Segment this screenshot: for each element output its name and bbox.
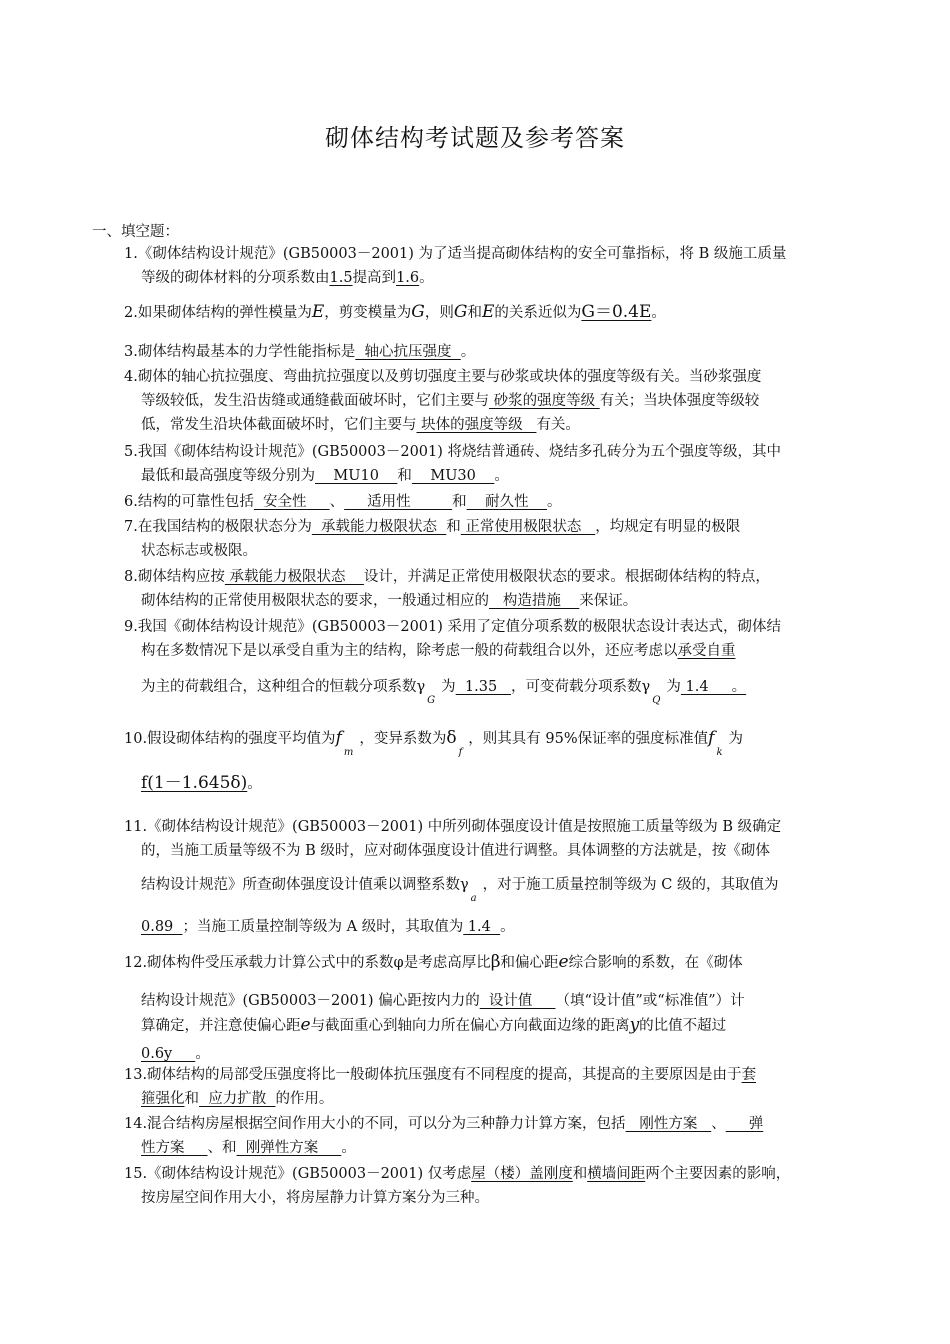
q11-subscript-a: a — [470, 893, 477, 904]
question-12 — [124, 950, 860, 1066]
q2-symbol-g: G — [411, 302, 425, 322]
q9-text: 构在多数情况下是以承受自重为主的结构，除考虑一般的荷载组合以外，还应考虑以 — [141, 643, 678, 659]
q5-text: 。 — [494, 468, 509, 484]
q13-line-2 — [124, 1087, 860, 1111]
q12-line-3 — [124, 1013, 860, 1038]
q6-line — [124, 490, 860, 514]
q7-answer-1: 承载能力极限状态 — [311, 519, 447, 535]
q10-symbol-f: f — [335, 728, 342, 748]
section-heading: 一、填空题： — [92, 224, 179, 240]
q1-line-1: 1.《砌体结构设计规范》(GB50003－2001) 为了适当提高砌体结构的安全可靠指标，将 B 级施工质量 — [124, 246, 787, 262]
q11-answer-2: 1.4 — [463, 919, 501, 935]
q12-text: （填“设计值”或“标准值”）计 — [555, 993, 745, 1009]
q2-symbol-e: E — [311, 302, 325, 322]
q3-text: 3.砌体结构最基本的力学性能指标是 — [124, 344, 356, 360]
q12-answer-2: 0.6y — [141, 1046, 196, 1062]
q12-text: 的比值不超过 — [639, 1018, 727, 1034]
q7-line-1 — [124, 515, 860, 539]
question-6 — [124, 490, 860, 514]
q12-answer-1: 设计值 — [479, 993, 556, 1009]
q10-line-1 — [124, 720, 860, 759]
q13-text: 13.砌体结构的局部受压强度将比一般砌体抗压强度有不同程度的提高，其提高的主要原因是由于 — [124, 1067, 742, 1083]
q10-line-2 — [124, 765, 860, 802]
q3-answer: 轴心抗压强度 — [355, 344, 461, 360]
q6-text: 、 — [329, 494, 345, 510]
q10-text: 。 — [247, 776, 262, 792]
q15-text: 和 — [572, 1166, 588, 1182]
q12-text: 。 — [195, 1046, 210, 1062]
q14-line-2 — [124, 1136, 860, 1160]
q15-line-1 — [124, 1162, 860, 1186]
q15-text: 两个主要因素的影响， — [645, 1166, 791, 1182]
q11-line-1: 11.《砌体结构设计规范》(GB50003－2001) 中所列砌体强度设计值是按照施工质量等级为 B 级确定 — [124, 819, 782, 835]
q4-line-1: 4.砌体的轴心抗拉强度、弯曲抗拉强度以及剪切强度主要与砂浆或块体的强度等级有关。当砂浆强度 — [124, 369, 762, 385]
q14-text: 、 — [711, 1116, 726, 1132]
q2-text: 2.如果砌体结构的弹性模量为 — [124, 305, 312, 321]
q13-answer-1: 箍强化 — [141, 1091, 185, 1107]
q15-text: 15.《砌体结构设计规范》(GB50003－2001) 仅考虑 — [124, 1166, 472, 1182]
q4-answer-2: 块体的强度等级 — [416, 417, 537, 433]
q2-text: 和 — [467, 305, 482, 321]
q11-text: 结构设计规范》所查砌体强度设计值乘以调整系数γ — [141, 877, 469, 893]
q9-text: 为主的荷载组合，这种组合的恒载分项系数γ — [141, 679, 426, 695]
q7-text: 7.在我国结构的极限状态分为 — [124, 519, 312, 535]
q2-text: ，则 — [424, 305, 454, 321]
q4-text: 等级较低，发生沿齿缝或通缝截面破坏时，它们主要与 — [141, 393, 489, 409]
q10-text: ，变异系数为 — [359, 731, 447, 747]
q12-line-1 — [124, 950, 860, 975]
q11-text: 。 — [500, 919, 515, 935]
q1-text: 。 — [419, 270, 434, 286]
q6-text: 6.结构的可靠性包括 — [124, 494, 254, 510]
question-11 — [124, 815, 860, 945]
q12-text: 算确定，并注意使偏心距 — [141, 1018, 301, 1034]
question-7 — [124, 515, 860, 563]
page-title: 砌体结构考试题及参考答案 — [325, 124, 625, 152]
q10-subscript-k: k — [716, 747, 723, 758]
q14-answer-2: 弹 — [725, 1116, 764, 1132]
question-1 — [124, 242, 860, 290]
q4-text: 有关。 — [536, 417, 580, 433]
q15-answer-1: 屋（楼）盖刚度 — [471, 1166, 573, 1182]
q8-line-1 — [124, 565, 860, 589]
q2-line — [124, 300, 860, 325]
q2-text: 的关系近似为 — [494, 305, 582, 321]
q4-line-2 — [124, 389, 860, 413]
q5-answer-2: MU30 — [411, 468, 495, 484]
q8-answer-2: 构造措施 — [489, 593, 580, 609]
q2-symbol-e: E — [481, 302, 495, 322]
question-5 — [124, 440, 860, 488]
q12-symbol-beta: β — [490, 952, 501, 972]
q12-symbol-e: e — [558, 952, 569, 972]
q4-text: 低，常发生沿块体截面破坏时，它们主要与 — [141, 417, 417, 433]
q12-text: 和偏心距 — [500, 955, 559, 971]
q2-symbol-g: G — [453, 302, 468, 322]
q11-line-4 — [124, 909, 860, 945]
q9-answer-2: 1.35 — [455, 679, 512, 695]
question-2 — [124, 300, 860, 325]
q10-symbol-delta: δ — [446, 728, 457, 748]
question-8 — [124, 565, 860, 613]
q10-text: ，则其具有 95%保证率的强度标准值 — [468, 731, 709, 747]
q12-symbol-e: e — [300, 1015, 311, 1035]
question-13 — [124, 1063, 860, 1111]
q12-text: 结构设计规范》(GB50003－2001) 偏心距按内力的 — [141, 993, 480, 1009]
q8-answer-1: 承载能力极限状态 — [224, 569, 364, 585]
q14-answer-1: 刚性方案 — [625, 1116, 712, 1132]
q9-line-2 — [124, 639, 860, 663]
q5-line-2 — [124, 464, 860, 488]
q9-subscript-q: Q — [652, 695, 661, 706]
q6-answer-2: 适用性 — [344, 494, 453, 510]
q6-text: 。 — [547, 494, 562, 510]
q14-answer-3: 刚弹性方案 — [236, 1140, 342, 1156]
q7-answer-2: 正常使用极限状态 — [460, 519, 596, 535]
q12-text: 综合影响的系数，在《砌体 — [568, 955, 743, 971]
q8-text: 砌体结构的正常使用极限状态的要求，一般通过相应的 — [141, 593, 489, 609]
q2-answer: G＝0.4E — [581, 302, 652, 322]
q13-text: 的作用。 — [275, 1091, 334, 1107]
q1-answer-1: 1.5 — [329, 270, 353, 286]
q10-text: 10.假设砌体结构的强度平均值为 — [124, 731, 336, 747]
q10-answer: f(1－1.645δ) — [141, 773, 248, 793]
q9-line-3 — [124, 669, 860, 707]
q4-answer-1: 砂浆的强度等级 — [489, 393, 600, 409]
q2-text: 。 — [651, 305, 666, 321]
question-4 — [124, 365, 860, 437]
q6-answer-1: 安全性 — [253, 494, 330, 510]
q6-answer-3: 耐久性 — [466, 494, 548, 510]
q9-answer-1: 承受自重 — [677, 643, 736, 659]
q1-answer-2: 1.6 — [396, 270, 420, 286]
q7-text: 和 — [446, 519, 461, 535]
q3-line — [124, 340, 860, 364]
q9-subscript-g: G — [427, 695, 436, 706]
q4-line-3 — [124, 413, 860, 437]
question-3 — [124, 340, 860, 364]
q10-symbol-fk: f — [708, 728, 715, 748]
q14-text: 、和 — [207, 1140, 237, 1156]
q13-line-1 — [124, 1063, 860, 1087]
q11-line-2: 的，当施工质量等级不为 B 级时，应对砌体强度设计值进行调整。具体调整的方法就是，按《砌体 — [141, 843, 770, 859]
q9-text: 为 — [666, 679, 681, 695]
q12-line-2 — [124, 989, 860, 1013]
q12-text: 12.砌体构件受压承载力计算公式中的系数φ是考虑高厚比 — [124, 955, 491, 971]
q1-line-2 — [124, 266, 860, 290]
q5-line-1: 5.我国《砌体结构设计规范》(GB50003－2001) 将烧结普通砖、烧结多孔砖分为五个强度等级，其中 — [124, 444, 782, 460]
q14-answer-2: 性方案 — [141, 1140, 208, 1156]
q7-text: ，均规定有明显的极限 — [595, 519, 741, 535]
q6-text: 和 — [452, 494, 467, 510]
q10-text: 为 — [728, 731, 743, 747]
question-10 — [124, 720, 860, 802]
q15-line-2: 按房屋空间作用大小，将房屋静力计算方案分为三种。 — [141, 1190, 489, 1206]
q9-line-1: 9.我国《砌体结构设计规范》(GB50003－2001) 采用了定值分项系数的极限状态设计表达式，砌体结 — [124, 619, 782, 635]
q9-text: ，可变荷载分项系数γ — [511, 679, 651, 695]
q15-answer-2: 横墙间距 — [587, 1166, 646, 1182]
q7-line-2: 状态标志或极限。 — [141, 543, 257, 559]
q14-text: 14.混合结构房屋根据空间作用大小的不同，可以分为三种静力计算方案，包括 — [124, 1116, 626, 1132]
q8-text: 设计，并满足正常使用极限状态的要求。根据砌体结构的特点， — [363, 569, 770, 585]
q13-text: 和 — [184, 1091, 199, 1107]
q8-text: 8.砌体结构应按 — [124, 569, 225, 585]
q4-text: 有关；当块体强度等级较 — [599, 393, 760, 409]
q11-text: ；当施工质量控制等级为 A 级时，其取值为 — [182, 919, 464, 935]
q13-answer-1: 套 — [741, 1067, 757, 1083]
q9-answer-3: 1.4 。 — [680, 679, 747, 695]
question-14 — [124, 1112, 860, 1160]
q8-line-2 — [124, 589, 860, 613]
q12-text: 与截面重心到轴向力所在偏心方向截面边缘的距离 — [310, 1018, 630, 1034]
q13-answer-2: 应力扩散 — [199, 1091, 276, 1107]
q1-text: 等级的砌体材料的分项系数由 — [141, 270, 330, 286]
q5-answer-1: MU10 — [315, 468, 398, 484]
q5-text: 最低和最高强度等级分别为 — [141, 468, 315, 484]
q14-line-1 — [124, 1112, 860, 1136]
q8-text: 来保证。 — [579, 593, 638, 609]
q14-text: 。 — [341, 1140, 356, 1156]
q12-symbol-y: y — [629, 1015, 640, 1035]
q11-line-3 — [124, 867, 860, 905]
q5-text: 和 — [397, 468, 412, 484]
q11-answer-1: 0.89 — [141, 919, 183, 935]
q3-text: 。 — [460, 344, 476, 360]
q11-text: ，对于施工质量控制等级为 C 级的，其取值为 — [482, 877, 779, 893]
q2-text: ，剪变模量为 — [324, 305, 412, 321]
question-15 — [124, 1162, 860, 1210]
question-9 — [124, 615, 860, 707]
q10-subscript-f: f — [458, 747, 463, 758]
q1-text: 提高到 — [352, 270, 397, 286]
q9-text: 为 — [441, 679, 456, 695]
q10-subscript-m: m — [343, 747, 354, 758]
